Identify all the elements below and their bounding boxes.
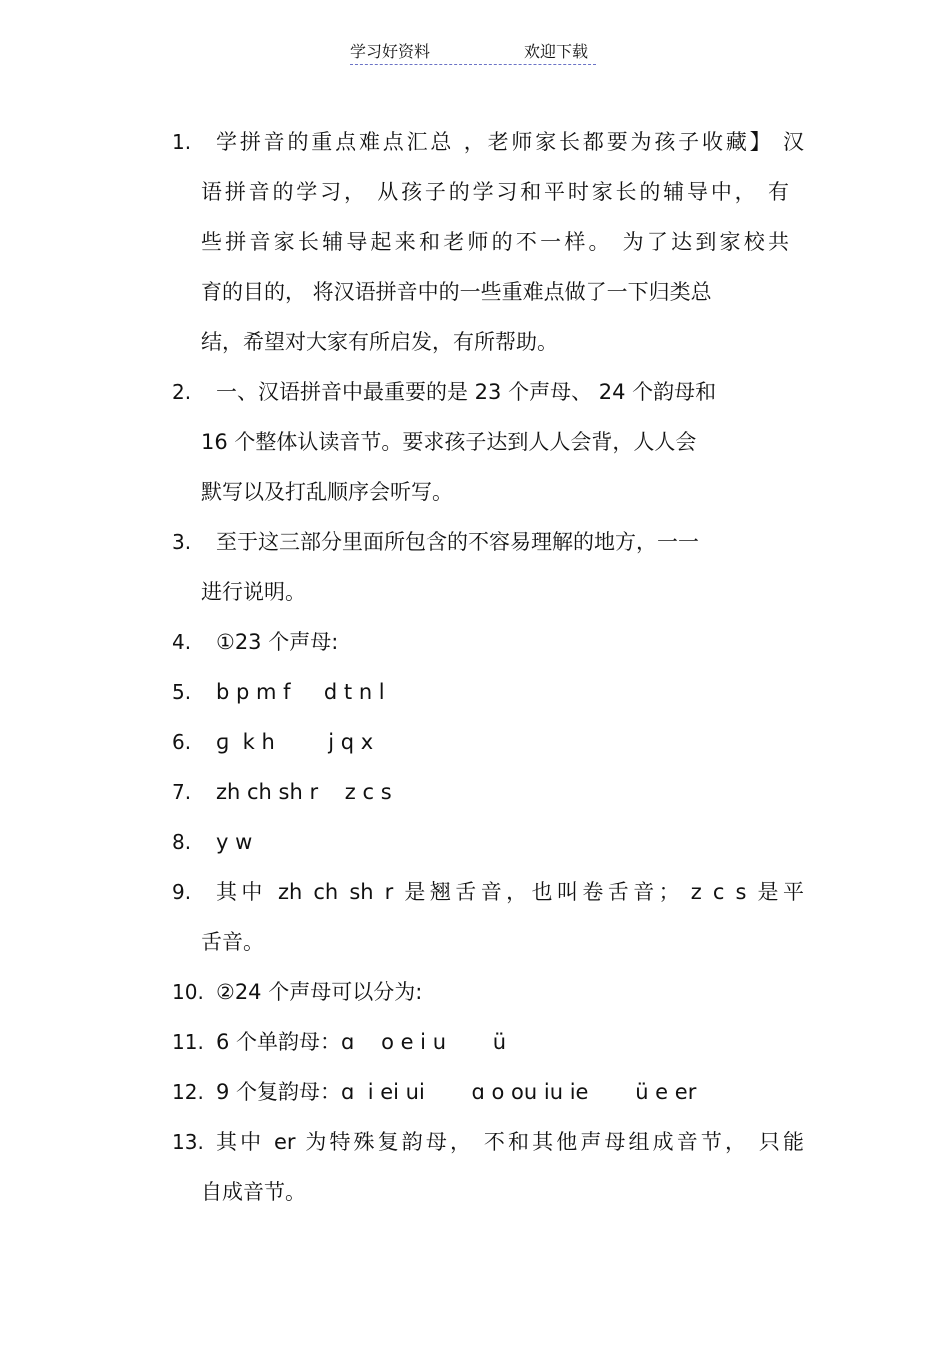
paragraph-line: 16 个整体认读音节。要求孩子达到人人会背，人人会: [201, 430, 697, 454]
list-number: 9.: [172, 880, 192, 904]
list-number: 11.: [172, 1030, 204, 1054]
list-item-8: [0, 817, 950, 867]
list-item-12: [0, 1067, 950, 1117]
list-item-7: [0, 767, 950, 817]
header-left-text: 学习好资料: [350, 42, 431, 61]
list-number: 4.: [172, 630, 192, 654]
header-right-text: 欢迎下载: [524, 42, 589, 61]
list-item-11: [0, 1017, 950, 1067]
list-item-4: [0, 617, 950, 667]
paragraph-line: 6 个单韵母：ɑ o e i u ü: [216, 1030, 507, 1054]
paragraph-line: 进行说明。: [201, 580, 306, 604]
list-number: 10.: [172, 980, 204, 1004]
paragraph-line: 些拼音家长辅导起来和老师的不一样。 为了达到家校共: [201, 230, 789, 254]
paragraph-line: 一、汉语拼音中最重要的是 23 个声母、 24 个韵母和: [216, 380, 717, 404]
paragraph-line: 至于这三部分里面所包含的不容易理解的地方，一一: [216, 530, 699, 554]
paragraph-line: 其中 er 为特殊复韵母， 不和其他声母组成音节， 只能: [216, 1130, 804, 1154]
list-item-1: [0, 117, 950, 367]
paragraph-line: ①23 个声母:: [216, 630, 339, 654]
list-number: 5.: [172, 680, 192, 704]
paragraph-line: 语拼音的学习， 从孩子的学习和平时家长的辅导中， 有: [201, 180, 789, 204]
paragraph-line: 学拼音的重点难点汇总 ，老师家长都要为孩子收藏】 汉: [216, 130, 804, 154]
list-number: 7.: [172, 780, 192, 804]
list-number: 6.: [172, 730, 192, 754]
list-item-3: [0, 517, 950, 617]
list-item-10: [0, 967, 950, 1017]
list-item-9: [0, 867, 950, 967]
list-number: 8.: [172, 830, 192, 854]
list-number: 2.: [172, 380, 192, 404]
paragraph-line: zh ch sh r z c s: [216, 780, 392, 804]
list-number: 12.: [172, 1080, 204, 1104]
paragraph-line: ɡ k h j q x: [216, 730, 374, 754]
page-header: [350, 42, 596, 65]
paragraph-line: 其中 zh ch sh r 是翘舌音，也叫卷舌音； z c s 是平: [216, 880, 804, 904]
list-item-5: [0, 667, 950, 717]
paragraph-line: 9 个复韵母：ɑ i ei ui ɑ o ou iu ie ü e er: [216, 1080, 697, 1104]
list-number: 3.: [172, 530, 192, 554]
list-item-2: [0, 367, 950, 517]
paragraph-line: y w: [216, 830, 253, 854]
paragraph-line: 育的目的， 将汉语拼音中的一些重难点做了一下归类总: [201, 280, 712, 304]
paragraph-line: 舌音。: [201, 930, 264, 954]
list-item-13: [0, 1117, 950, 1217]
list-number: 13.: [172, 1130, 204, 1154]
paragraph-line: 默写以及打乱顺序会听写。: [201, 480, 453, 504]
document-body: [0, 117, 950, 1217]
paragraph-line: b p m f d t n l: [216, 680, 385, 704]
list-item-6: [0, 717, 950, 767]
list-number: 1.: [172, 130, 192, 154]
paragraph-line: 结，希望对大家有所启发，有所帮助。: [201, 330, 558, 354]
paragraph-line: ②24 个声母可以分为:: [216, 980, 423, 1004]
paragraph-line: 自成音节。: [201, 1180, 306, 1204]
